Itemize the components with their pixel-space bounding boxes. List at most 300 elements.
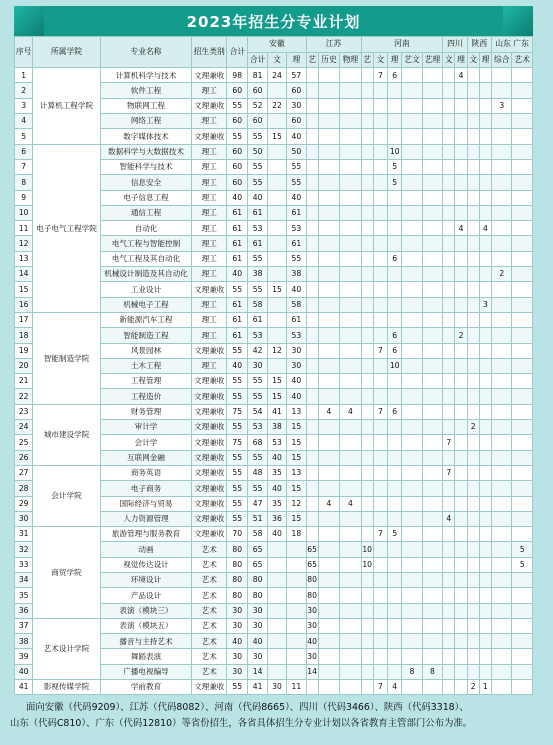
row-cell: 7 — [373, 68, 387, 83]
row-cell — [455, 404, 467, 419]
row-cell: 14 — [306, 664, 318, 679]
row-cell — [492, 221, 512, 236]
row-cell — [479, 190, 491, 205]
table-row — [15, 68, 533, 83]
row-cell — [492, 83, 512, 98]
row-cell — [512, 251, 533, 266]
row-category: 文理兼收 — [192, 680, 227, 695]
header-guangdong: 广东 — [513, 39, 529, 49]
row-cell — [340, 588, 361, 603]
row-cell: 38 — [248, 267, 267, 282]
row-cell — [373, 358, 387, 373]
row-cell — [402, 282, 422, 297]
row-major: 电子商务 — [100, 481, 192, 496]
row-cell — [422, 282, 442, 297]
row-category: 文理兼收 — [192, 389, 227, 404]
row-cell: 2 — [492, 267, 512, 282]
row-cell — [267, 221, 286, 236]
row-cell — [340, 465, 361, 480]
row-cell: 53 — [248, 221, 267, 236]
row-cell — [361, 175, 373, 190]
row-total: 98 — [227, 68, 248, 83]
row-category: 理工 — [192, 83, 227, 98]
row-cell — [479, 618, 491, 633]
row-category: 文理兼收 — [192, 343, 227, 358]
row-cell — [455, 420, 467, 435]
row-cell — [467, 618, 479, 633]
row-seq: 32 — [15, 542, 33, 557]
row-total: 61 — [227, 312, 248, 327]
row-cell — [512, 144, 533, 159]
header-category: 招生类别 — [192, 37, 227, 68]
row-cell — [361, 267, 373, 282]
row-cell: 41 — [248, 680, 267, 695]
row-college: 影视传媒学院 — [33, 680, 100, 695]
row-cell — [467, 83, 479, 98]
row-cell: 53 — [287, 328, 306, 343]
row-cell — [455, 527, 467, 542]
row-cell — [402, 465, 422, 480]
header-sichuan: 四川 — [443, 37, 467, 53]
row-cell — [361, 358, 373, 373]
row-cell: 30 — [248, 649, 267, 664]
row-cell — [402, 511, 422, 526]
row-seq: 18 — [15, 328, 33, 343]
row-cell — [479, 389, 491, 404]
row-cell: 53 — [248, 328, 267, 343]
row-cell — [455, 282, 467, 297]
row-cell — [318, 358, 339, 373]
row-major: 会计学 — [100, 435, 192, 450]
row-cell — [455, 511, 467, 526]
row-cell — [388, 649, 402, 664]
subheader-cell: 文 — [443, 52, 455, 68]
row-cell — [318, 159, 339, 174]
row-cell — [492, 175, 512, 190]
row-cell — [479, 144, 491, 159]
row-cell — [373, 542, 387, 557]
row-cell — [306, 527, 318, 542]
row-cell — [402, 328, 422, 343]
row-cell: 8 — [422, 664, 442, 679]
footnote-line-2: 山东（代码C810）、广东（代码12810）等省份招生，各省具体招生分专业计划以各省教育主管部门公布为准。 — [10, 718, 473, 729]
row-cell — [318, 175, 339, 190]
row-cell: 5 — [512, 542, 533, 557]
row-cell — [479, 511, 491, 526]
row-cell — [455, 343, 467, 358]
row-category: 文理兼收 — [192, 450, 227, 465]
row-cell: 15 — [287, 450, 306, 465]
row-cell — [340, 83, 361, 98]
row-cell — [373, 649, 387, 664]
row-cell — [512, 159, 533, 174]
row-cell — [512, 435, 533, 450]
row-cell: 10 — [361, 557, 373, 572]
row-cell: 7 — [443, 465, 455, 480]
row-cell — [340, 114, 361, 129]
row-cell — [455, 190, 467, 205]
row-cell — [388, 236, 402, 251]
row-cell — [422, 420, 442, 435]
row-cell: 60 — [287, 114, 306, 129]
row-cell — [512, 312, 533, 327]
row-cell — [402, 389, 422, 404]
row-cell — [340, 557, 361, 572]
row-cell — [402, 205, 422, 220]
row-cell — [467, 251, 479, 266]
footnote-line-1: 面向安徽（代码9209）、江苏（代码8082）、河南（代码8665）、四川（代码3466）、陕西（代码3318）、 — [26, 702, 469, 713]
row-cell — [492, 572, 512, 587]
row-cell — [443, 450, 455, 465]
row-cell — [443, 159, 455, 174]
table-row — [15, 312, 533, 327]
row-cell — [318, 343, 339, 358]
row-cell — [402, 236, 422, 251]
row-cell — [455, 664, 467, 679]
row-cell — [306, 236, 318, 251]
row-major: 审计学 — [100, 420, 192, 435]
row-cell — [361, 190, 373, 205]
row-cell: 40 — [287, 374, 306, 389]
row-cell: 4 — [340, 404, 361, 419]
row-cell: 15 — [267, 389, 286, 404]
row-cell — [318, 527, 339, 542]
row-cell — [306, 496, 318, 511]
row-cell — [306, 159, 318, 174]
row-cell — [373, 114, 387, 129]
row-cell — [479, 481, 491, 496]
row-seq: 15 — [15, 282, 33, 297]
row-cell — [492, 297, 512, 312]
row-cell — [287, 572, 306, 587]
row-cell — [340, 664, 361, 679]
row-cell: 65 — [306, 542, 318, 557]
row-total: 55 — [227, 680, 248, 695]
row-cell — [492, 618, 512, 633]
row-seq: 31 — [15, 527, 33, 542]
row-seq: 4 — [15, 114, 33, 129]
row-cell — [422, 221, 442, 236]
row-total: 55 — [227, 129, 248, 144]
row-cell — [373, 282, 387, 297]
row-cell — [373, 297, 387, 312]
row-cell — [287, 588, 306, 603]
row-cell — [340, 389, 361, 404]
row-cell — [267, 603, 286, 618]
row-cell — [422, 511, 442, 526]
row-cell: 22 — [267, 98, 286, 113]
row-cell — [402, 114, 422, 129]
row-cell — [422, 83, 442, 98]
row-cell — [318, 511, 339, 526]
row-cell: 2 — [467, 420, 479, 435]
row-cell: 42 — [248, 343, 267, 358]
row-category: 艺术 — [192, 557, 227, 572]
row-cell — [388, 389, 402, 404]
row-cell: 40 — [267, 450, 286, 465]
row-cell — [361, 618, 373, 633]
row-cell — [512, 190, 533, 205]
row-cell — [455, 588, 467, 603]
row-cell — [388, 435, 402, 450]
row-cell — [388, 297, 402, 312]
row-category: 艺术 — [192, 588, 227, 603]
row-cell — [467, 236, 479, 251]
row-cell: 5 — [388, 159, 402, 174]
row-cell — [467, 481, 479, 496]
row-category: 理工 — [192, 190, 227, 205]
row-cell — [340, 159, 361, 174]
row-cell — [467, 312, 479, 327]
row-cell — [402, 481, 422, 496]
header-jiangsu: 江苏 — [306, 37, 361, 53]
row-cell — [340, 190, 361, 205]
row-cell — [318, 481, 339, 496]
row-cell — [318, 114, 339, 129]
row-cell — [422, 481, 442, 496]
row-cell: 36 — [267, 511, 286, 526]
row-cell: 51 — [248, 511, 267, 526]
row-cell — [402, 603, 422, 618]
row-cell: 61 — [287, 205, 306, 220]
row-cell — [340, 236, 361, 251]
row-cell — [492, 328, 512, 343]
row-cell — [287, 664, 306, 679]
row-cell — [479, 98, 491, 113]
table-row — [15, 680, 533, 695]
row-cell — [361, 236, 373, 251]
row-cell — [479, 557, 491, 572]
row-total: 60 — [227, 159, 248, 174]
row-cell — [402, 435, 422, 450]
row-cell — [388, 603, 402, 618]
row-cell — [479, 649, 491, 664]
row-cell — [340, 144, 361, 159]
row-seq: 21 — [15, 374, 33, 389]
row-cell — [267, 312, 286, 327]
row-cell — [318, 251, 339, 266]
row-cell — [306, 282, 318, 297]
row-major: 智能科学与技术 — [100, 159, 192, 174]
row-cell — [388, 190, 402, 205]
row-major: 智能制造工程 — [100, 328, 192, 343]
row-cell — [479, 282, 491, 297]
row-cell — [443, 557, 455, 572]
row-cell: 4 — [455, 68, 467, 83]
row-cell — [306, 68, 318, 83]
row-cell — [467, 358, 479, 373]
row-cell — [373, 511, 387, 526]
row-cell — [492, 450, 512, 465]
row-cell: 7 — [373, 527, 387, 542]
row-cell — [455, 129, 467, 144]
row-cell: 4 — [388, 680, 402, 695]
row-cell — [373, 251, 387, 266]
row-cell — [443, 236, 455, 251]
row-cell — [512, 114, 533, 129]
row-cell: 80 — [306, 588, 318, 603]
row-cell — [287, 557, 306, 572]
row-cell: 52 — [248, 98, 267, 113]
row-cell — [402, 144, 422, 159]
row-cell — [479, 129, 491, 144]
row-major: 网络工程 — [100, 114, 192, 129]
row-total: 80 — [227, 542, 248, 557]
row-cell — [422, 190, 442, 205]
row-cell — [512, 98, 533, 113]
row-cell — [479, 205, 491, 220]
row-cell — [402, 680, 422, 695]
row-major: 商务英语 — [100, 465, 192, 480]
row-total: 30 — [227, 664, 248, 679]
row-cell: 1 — [479, 680, 491, 695]
subheader-cell: 艺文 — [402, 52, 422, 68]
row-cell — [373, 159, 387, 174]
row-cell — [422, 68, 442, 83]
row-cell — [306, 114, 318, 129]
row-college: 会计学院 — [33, 465, 100, 526]
row-cell — [422, 205, 442, 220]
row-cell — [492, 282, 512, 297]
row-cell — [422, 358, 442, 373]
row-cell — [512, 618, 533, 633]
row-total: 55 — [227, 481, 248, 496]
row-seq: 11 — [15, 221, 33, 236]
row-cell — [373, 465, 387, 480]
row-cell — [340, 251, 361, 266]
row-cell — [402, 159, 422, 174]
row-cell: 55 — [248, 159, 267, 174]
row-cell — [512, 527, 533, 542]
row-seq: 22 — [15, 389, 33, 404]
row-cell — [479, 527, 491, 542]
row-cell: 35 — [267, 496, 286, 511]
row-cell — [455, 465, 467, 480]
row-cell — [361, 435, 373, 450]
row-cell — [443, 588, 455, 603]
row-cell — [267, 236, 286, 251]
row-seq: 39 — [15, 649, 33, 664]
row-major: 工程管理 — [100, 374, 192, 389]
row-cell: 7 — [373, 680, 387, 695]
row-cell — [479, 496, 491, 511]
row-cell — [306, 175, 318, 190]
row-cell — [373, 328, 387, 343]
row-cell — [361, 205, 373, 220]
row-cell — [306, 98, 318, 113]
row-cell: 55 — [248, 374, 267, 389]
row-cell — [361, 98, 373, 113]
row-total: 60 — [227, 144, 248, 159]
row-major: 财务管理 — [100, 404, 192, 419]
row-total: 60 — [227, 175, 248, 190]
row-cell — [318, 374, 339, 389]
row-cell — [512, 511, 533, 526]
row-cell — [467, 572, 479, 587]
row-cell: 3 — [479, 297, 491, 312]
row-cell — [443, 328, 455, 343]
row-cell — [402, 68, 422, 83]
row-cell: 30 — [267, 680, 286, 695]
row-cell — [267, 588, 286, 603]
row-cell — [373, 420, 387, 435]
row-cell — [512, 83, 533, 98]
row-cell — [512, 680, 533, 695]
row-cell — [492, 511, 512, 526]
row-cell — [306, 190, 318, 205]
row-cell — [492, 588, 512, 603]
row-major: 风景园林 — [100, 343, 192, 358]
header-shaanxi: 陕西 — [467, 37, 491, 53]
row-category: 文理兼收 — [192, 68, 227, 83]
row-cell — [479, 664, 491, 679]
row-cell — [402, 297, 422, 312]
row-cell — [361, 680, 373, 695]
row-cell: 13 — [287, 404, 306, 419]
row-cell: 40 — [287, 190, 306, 205]
row-cell — [306, 328, 318, 343]
row-cell — [402, 496, 422, 511]
row-cell — [388, 588, 402, 603]
row-cell — [267, 664, 286, 679]
row-cell — [479, 465, 491, 480]
row-cell: 80 — [306, 572, 318, 587]
row-cell — [306, 404, 318, 419]
row-cell — [512, 603, 533, 618]
row-cell: 53 — [267, 435, 286, 450]
row-cell: 10 — [388, 358, 402, 373]
row-category: 文理兼收 — [192, 282, 227, 297]
row-cell — [267, 205, 286, 220]
header-henan: 河南 — [361, 37, 443, 53]
subheader-cell: 艺 — [306, 52, 318, 68]
row-cell — [455, 374, 467, 389]
row-cell — [340, 603, 361, 618]
row-cell — [306, 389, 318, 404]
row-cell — [267, 297, 286, 312]
row-cell — [443, 251, 455, 266]
row-seq: 41 — [15, 680, 33, 695]
row-cell: 47 — [248, 496, 267, 511]
row-cell — [373, 389, 387, 404]
row-cell — [467, 634, 479, 649]
row-cell — [467, 190, 479, 205]
row-seq: 38 — [15, 634, 33, 649]
row-category: 理工 — [192, 175, 227, 190]
row-cell — [479, 603, 491, 618]
row-cell — [443, 618, 455, 633]
row-category: 艺术 — [192, 603, 227, 618]
row-cell — [443, 282, 455, 297]
table-body — [15, 68, 533, 695]
row-cell — [492, 465, 512, 480]
row-cell — [512, 297, 533, 312]
row-cell — [443, 297, 455, 312]
row-cell — [361, 83, 373, 98]
row-seq: 13 — [15, 251, 33, 266]
row-cell — [443, 83, 455, 98]
row-cell — [402, 557, 422, 572]
row-cell: 12 — [267, 343, 286, 358]
row-cell — [373, 557, 387, 572]
row-seq: 40 — [15, 664, 33, 679]
row-cell: 60 — [287, 83, 306, 98]
row-cell — [479, 114, 491, 129]
row-major: 舞蹈表演 — [100, 649, 192, 664]
row-cell: 18 — [287, 527, 306, 542]
row-cell: 6 — [388, 251, 402, 266]
row-seq: 25 — [15, 435, 33, 450]
